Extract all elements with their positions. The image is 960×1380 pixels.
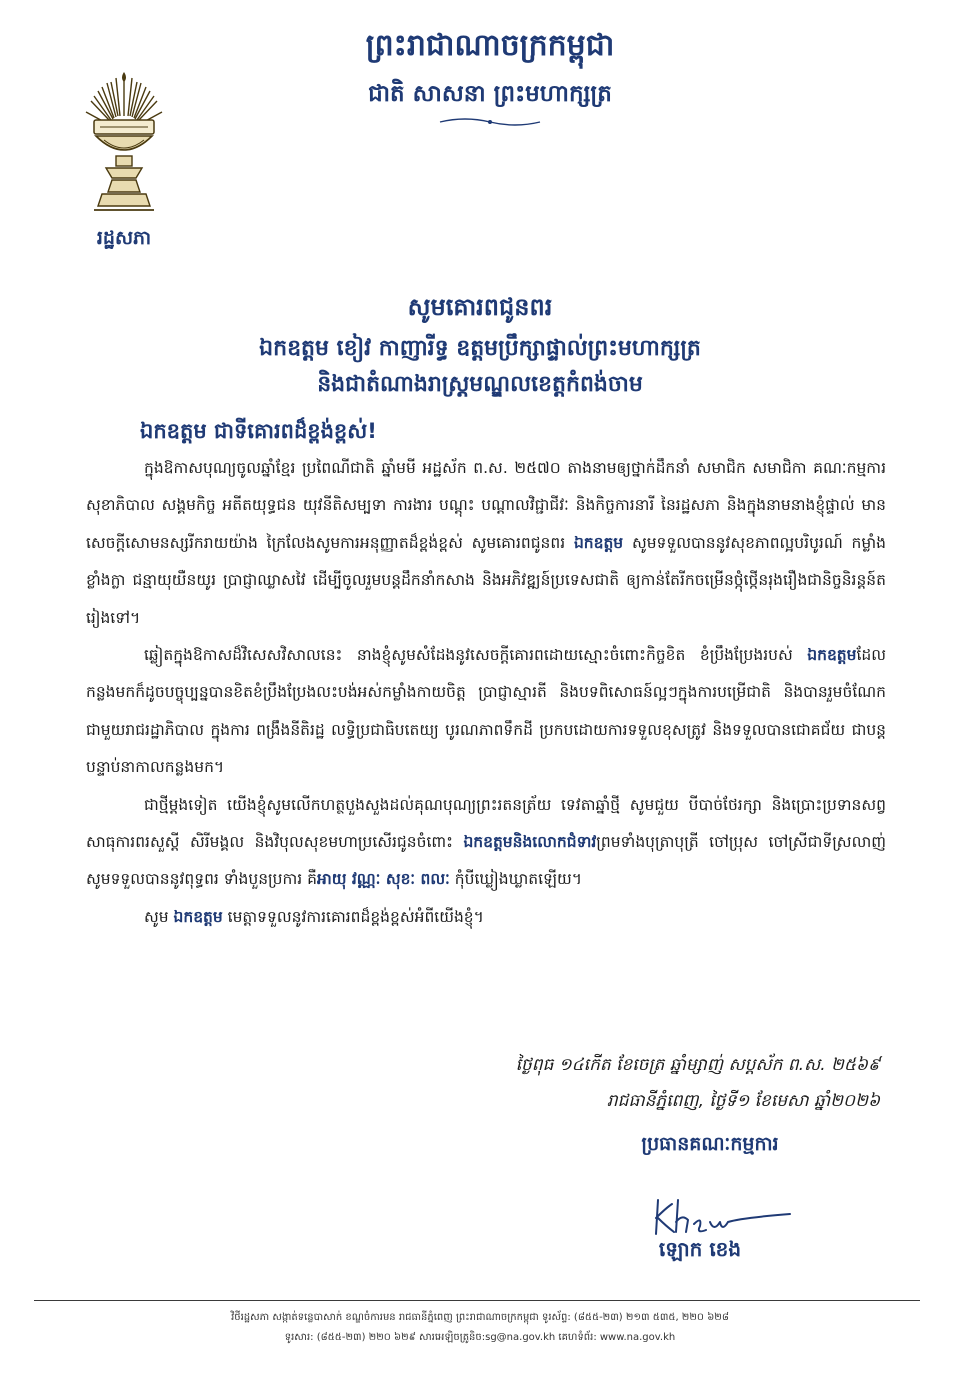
paragraph-3-text: ជាថ្មីម្ដងទៀត យើងខ្ញុំសូមលើកហត្ថបួងសួងដល់គុណបុណ្យព្រះរតនត្រ័យ ទេវតាឆ្នាំថ្មី សូមជួយ បីបាច់ថែរក្សា និងប្រោះប្រទានសព្វសាធុការពរសួស្ដី សិរីមង្គល និងវិបុលសុខមហាប្រសើរជូនចំពោះ: [86, 795, 886, 852]
footer-contact: ទូរសារ: (៨៥៥-២៣) ២២០ ៦២៩ សារអេឡិចត្រូនិច:sg@na.gov.kh គេហទំព័រ: www.na.gov.kh: [284, 1332, 676, 1343]
footer-address: វិថីរដ្ឋសភា សង្កាត់ទន្លេបាសាក់ ខណ្ឌចំការមន រាជធានីភ្នំពេញ ព្រះរាជាណាចក្រកម្ពុជា ទូរស័ព្ទ: (៨៥៥-២៣) ២១៣ ៥៣៥, ២២០ ៦២៨: [231, 1312, 729, 1323]
signer-name: ឡោក ខេង: [658, 1237, 742, 1261]
lunar-date: ថ្ងៃពុធ ១៤កើត ខែចេត្រ ឆ្នាំម្សាញ់ សប្តស័ក ព.ស. ២៥៦៩: [515, 1055, 880, 1075]
paragraph-2-text: ឆ្លៀតក្នុងឱកាសដ៏វិសេសវិសាលនេះ នាងខ្ញុំសូមសំដែងនូវសេចក្ដីគោរពដោយស្មោះចំពោះកិច្ចខិត ខំប្រឹងប្រែងរបស់: [144, 646, 808, 665]
paragraph-1-tail: សូមទទួលបាននូវសុខភាពល្អបរិបូរណ៍ កម្លាំងខ្លាំងក្លា ជន្មាយុយឺនយូរ ប្រាជ្ញាឈ្លាសវៃ ដើម្បីចូលរួមបន្តដឹកនាំកសាង និងអភិវឌ្ឍន៍ប្រទេសជាតិ ឲ្យកាន់តែរីកចម្រើនថ្កុំថ្កើនរុងរឿងជានិច្ចនិរន្តន៍តរៀងទៅ។: [86, 533, 886, 627]
letter-body: [86, 450, 886, 936]
paragraph-3-tail: កុំបីឃ្លៀងឃ្លាតឡើយ។: [449, 870, 583, 889]
recipient-line-2: និងជាតំណាងរាស្ត្រមណ្ឌលខេត្តកំពង់ចាម: [317, 372, 643, 397]
solar-date: រាជធានីភ្នំពេញ, ថ្ងៃទី១ ខែមេសា ឆ្នាំ២០២៦: [606, 1091, 880, 1111]
organization-name: រដ្ឋសភា: [96, 227, 152, 249]
emblem-icon: [76, 68, 172, 216]
salutation: ឯកឧត្តម ជាទីគោរពដ៏ខ្ពង់ខ្ពស់!: [140, 419, 377, 443]
paragraph-2-highlight: ឯកឧត្តម: [807, 646, 857, 665]
handwritten-signature: [650, 1196, 800, 1240]
greeting-heading: សូមគោរពជូនពរ: [407, 293, 553, 321]
footer-divider: [34, 1300, 920, 1301]
kingdom-title: ព្រះរាជាណាចក្រកម្ពុជា: [365, 28, 615, 63]
recipient-line-1: ឯកឧត្តម ខៀវ កាញារីទ្ធ ឧត្តមប្រឹក្សាផ្ទាល់ព្រះមហាក្សត្រ: [259, 336, 701, 361]
national-motto: ជាតិ សាសនា ព្រះមហាក្សត្រ: [368, 80, 612, 107]
paragraph-4-tail: មេត្តាទទួលនូវការគោរពដ៏ខ្ពង់ខ្ពស់អំពីយើងខ្ញុំ។: [222, 907, 484, 926]
paragraph-4: [86, 899, 886, 936]
paragraph-3-mid: ព្រមទាំងបុត្រាបុត្រី ចៅប្រុស ចៅស្រីជាទីស្រលាញ់ សូមទទួលបាននូវពុទ្ធពរ ទាំងបួនប្រការ គឺ: [86, 833, 887, 889]
paragraph-4-highlight: ឯកឧត្តម: [173, 907, 223, 926]
signer-title: ប្រធានគណៈកម្មការ: [641, 1133, 779, 1155]
paragraph-2: [86, 637, 886, 787]
paragraph-1: [86, 450, 886, 637]
paragraph-3-highlight: ឯកឧត្តមនិងលោកជំទាវ: [463, 833, 597, 852]
paragraph-3: [86, 787, 886, 899]
paragraph-2-tail: ដែលកន្លងមកក៏ដូចបច្ចុប្បន្នបានខិតខំប្រឹងប្រែងលះបង់អស់កម្លាំងកាយចិត្ត ប្រាជ្ញាស្មារតី និងបទពិសោធន៍ល្អៗក្នុងការបម្រើជាតិ និងបានរួមចំណែកជាមួយរាជរដ្ឋាភិបាល ក្នុងការ ពង្រឹងនីតិរដ្ឋ លទ្ធិប្រជាធិបតេយ្យ បូរណភាពទឹកដី ប្រកបដោយការទទួលខុសត្រូវ និងទទួលបានជោគជ័យ ជាបន្តបន្ទាប់នាកាលកន្លងមក។: [86, 646, 886, 777]
paragraph-4-text: សូម: [144, 907, 174, 926]
ornament-divider-icon: [430, 116, 550, 128]
paragraph-3-highlight-2: អាយុ វណ្ណៈ សុខៈ ពលៈ: [316, 870, 450, 889]
paragraph-1-highlight: ឯកឧត្តម: [573, 533, 624, 552]
paragraph-1-text: ក្នុងឱកាសបុណ្យចូលឆ្នាំខ្មែរ ប្រពៃណីជាតិ ឆ្នាំមមី អដ្ឋស័ក ព.ស. ២៥៧០ តាងនាមឲ្យថ្នាក់ដឹកនាំ សមាជិក សមាជិកា គណៈកម្មការសុខាភិបាល សង្គមកិច្ច អតីតយុទ្ធជន យុវនីតិសម្បទា ការងារ បណ្ដុះ បណ្ដាលវិជ្ជាជីវៈ និងកិច្ចការនារី នៃរដ្ឋសភា និងក្នុងនាមនាងខ្ញុំផ្ទាល់ មានសេចក្ដីសោមនស្សរីករាយយ៉ាង ក្រៃលែងសូមការអនុញ្ញាតដ៏ខ្ពង់ខ្ពស់ សូមគោរពជូនពរ: [86, 459, 886, 552]
